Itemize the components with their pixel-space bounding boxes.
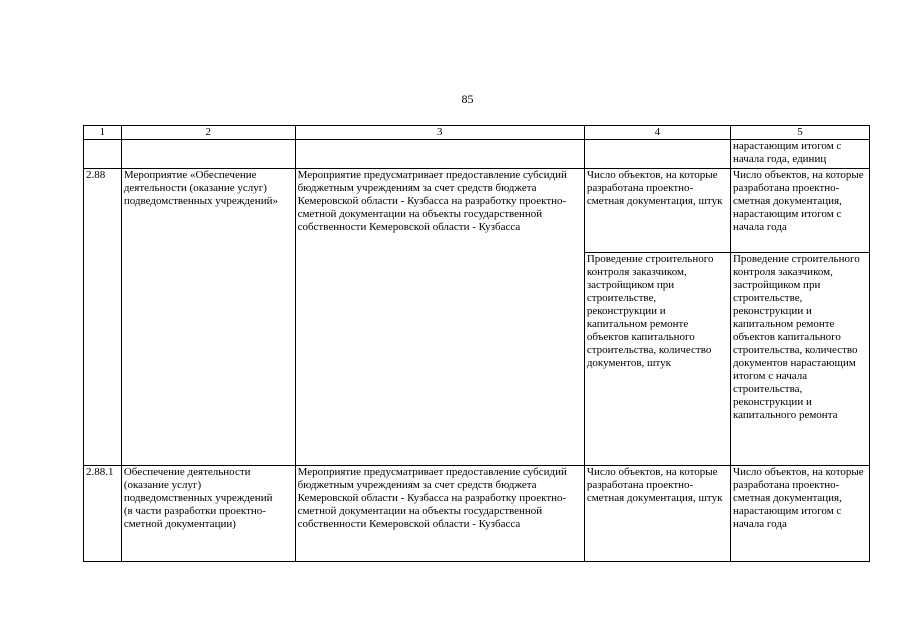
header-cell-4: 4 [584,126,730,140]
table-cell [584,140,730,169]
measure-description-cell: Мероприятие предусматривает предоставление субсидий бюджетным учреждениям за счет средств бюджета Кемеровской области - Кузбасса на разработку проектно-сметной документации на объекты государственной собственности Кемеровской области - Кузбасса [295,466,584,562]
table-cell [121,140,295,169]
row-number-cell: 2.88 [84,169,122,466]
table-row [84,466,870,562]
measures-table [83,125,870,562]
continuation-row [84,140,870,169]
measure-description-cell: Мероприятие предусматривает предоставление субсидий бюджетным учреждениям за счет средств бюджета Кемеровской области - Кузбасса на разработку проектно-сметной документации на объекты государственной собственности Кемеровской области - Кузбасса [295,169,584,466]
measure-name-note: (в части разработки проектно-сметной документации) [123,505,266,530]
row-number-cell: 2.88.1 [84,466,122,562]
indicator-cell: Число объектов, на которые разработана проектно-сметная документация, штук [584,169,730,253]
indicator-cell: Проведение строительного контроля заказчиком, застройщиком при строительстве, реконструкции и капитальном ремонте объектов капитального строительства, количество документов, штук [584,253,730,466]
header-cell-5: 5 [730,126,869,140]
page-number: 85 [461,92,474,106]
method-cell: Число объектов, на которые разработана проектно-сметная документация, нарастающим итогом с начала года [730,169,869,253]
header-cell-3: 3 [295,126,584,140]
header-row [84,126,870,140]
method-cell: Проведение строительного контроля заказчиком, застройщиком при строительстве, реконструкции и капитальном ремонте объектов капитального строительства, количество документов нарастающим итогом с начала строительства, реконструкции и капитального ремонта [730,253,869,466]
measure-name-cell [121,466,295,562]
table-row [84,169,870,253]
header-cell-1: 1 [84,126,122,140]
measure-name-main: Обеспечение деятельности (оказание услуг) подведомственных учреждений [123,466,273,504]
measure-name-cell: Мероприятие «Обеспечение деятельности (оказание услуг) подведомственных учреждений» [121,169,295,466]
method-cell: Число объектов, на которые разработана проектно-сметная документация, нарастающим итогом с начала года [730,466,869,562]
table-cell [295,140,584,169]
header-cell-2: 2 [121,126,295,140]
table-cell [84,140,122,169]
continuation-method-cell: нарастающим итогом с начала года, единиц [730,140,869,169]
indicator-cell: Число объектов, на которые разработана проектно-сметная документация, штук [584,466,730,562]
